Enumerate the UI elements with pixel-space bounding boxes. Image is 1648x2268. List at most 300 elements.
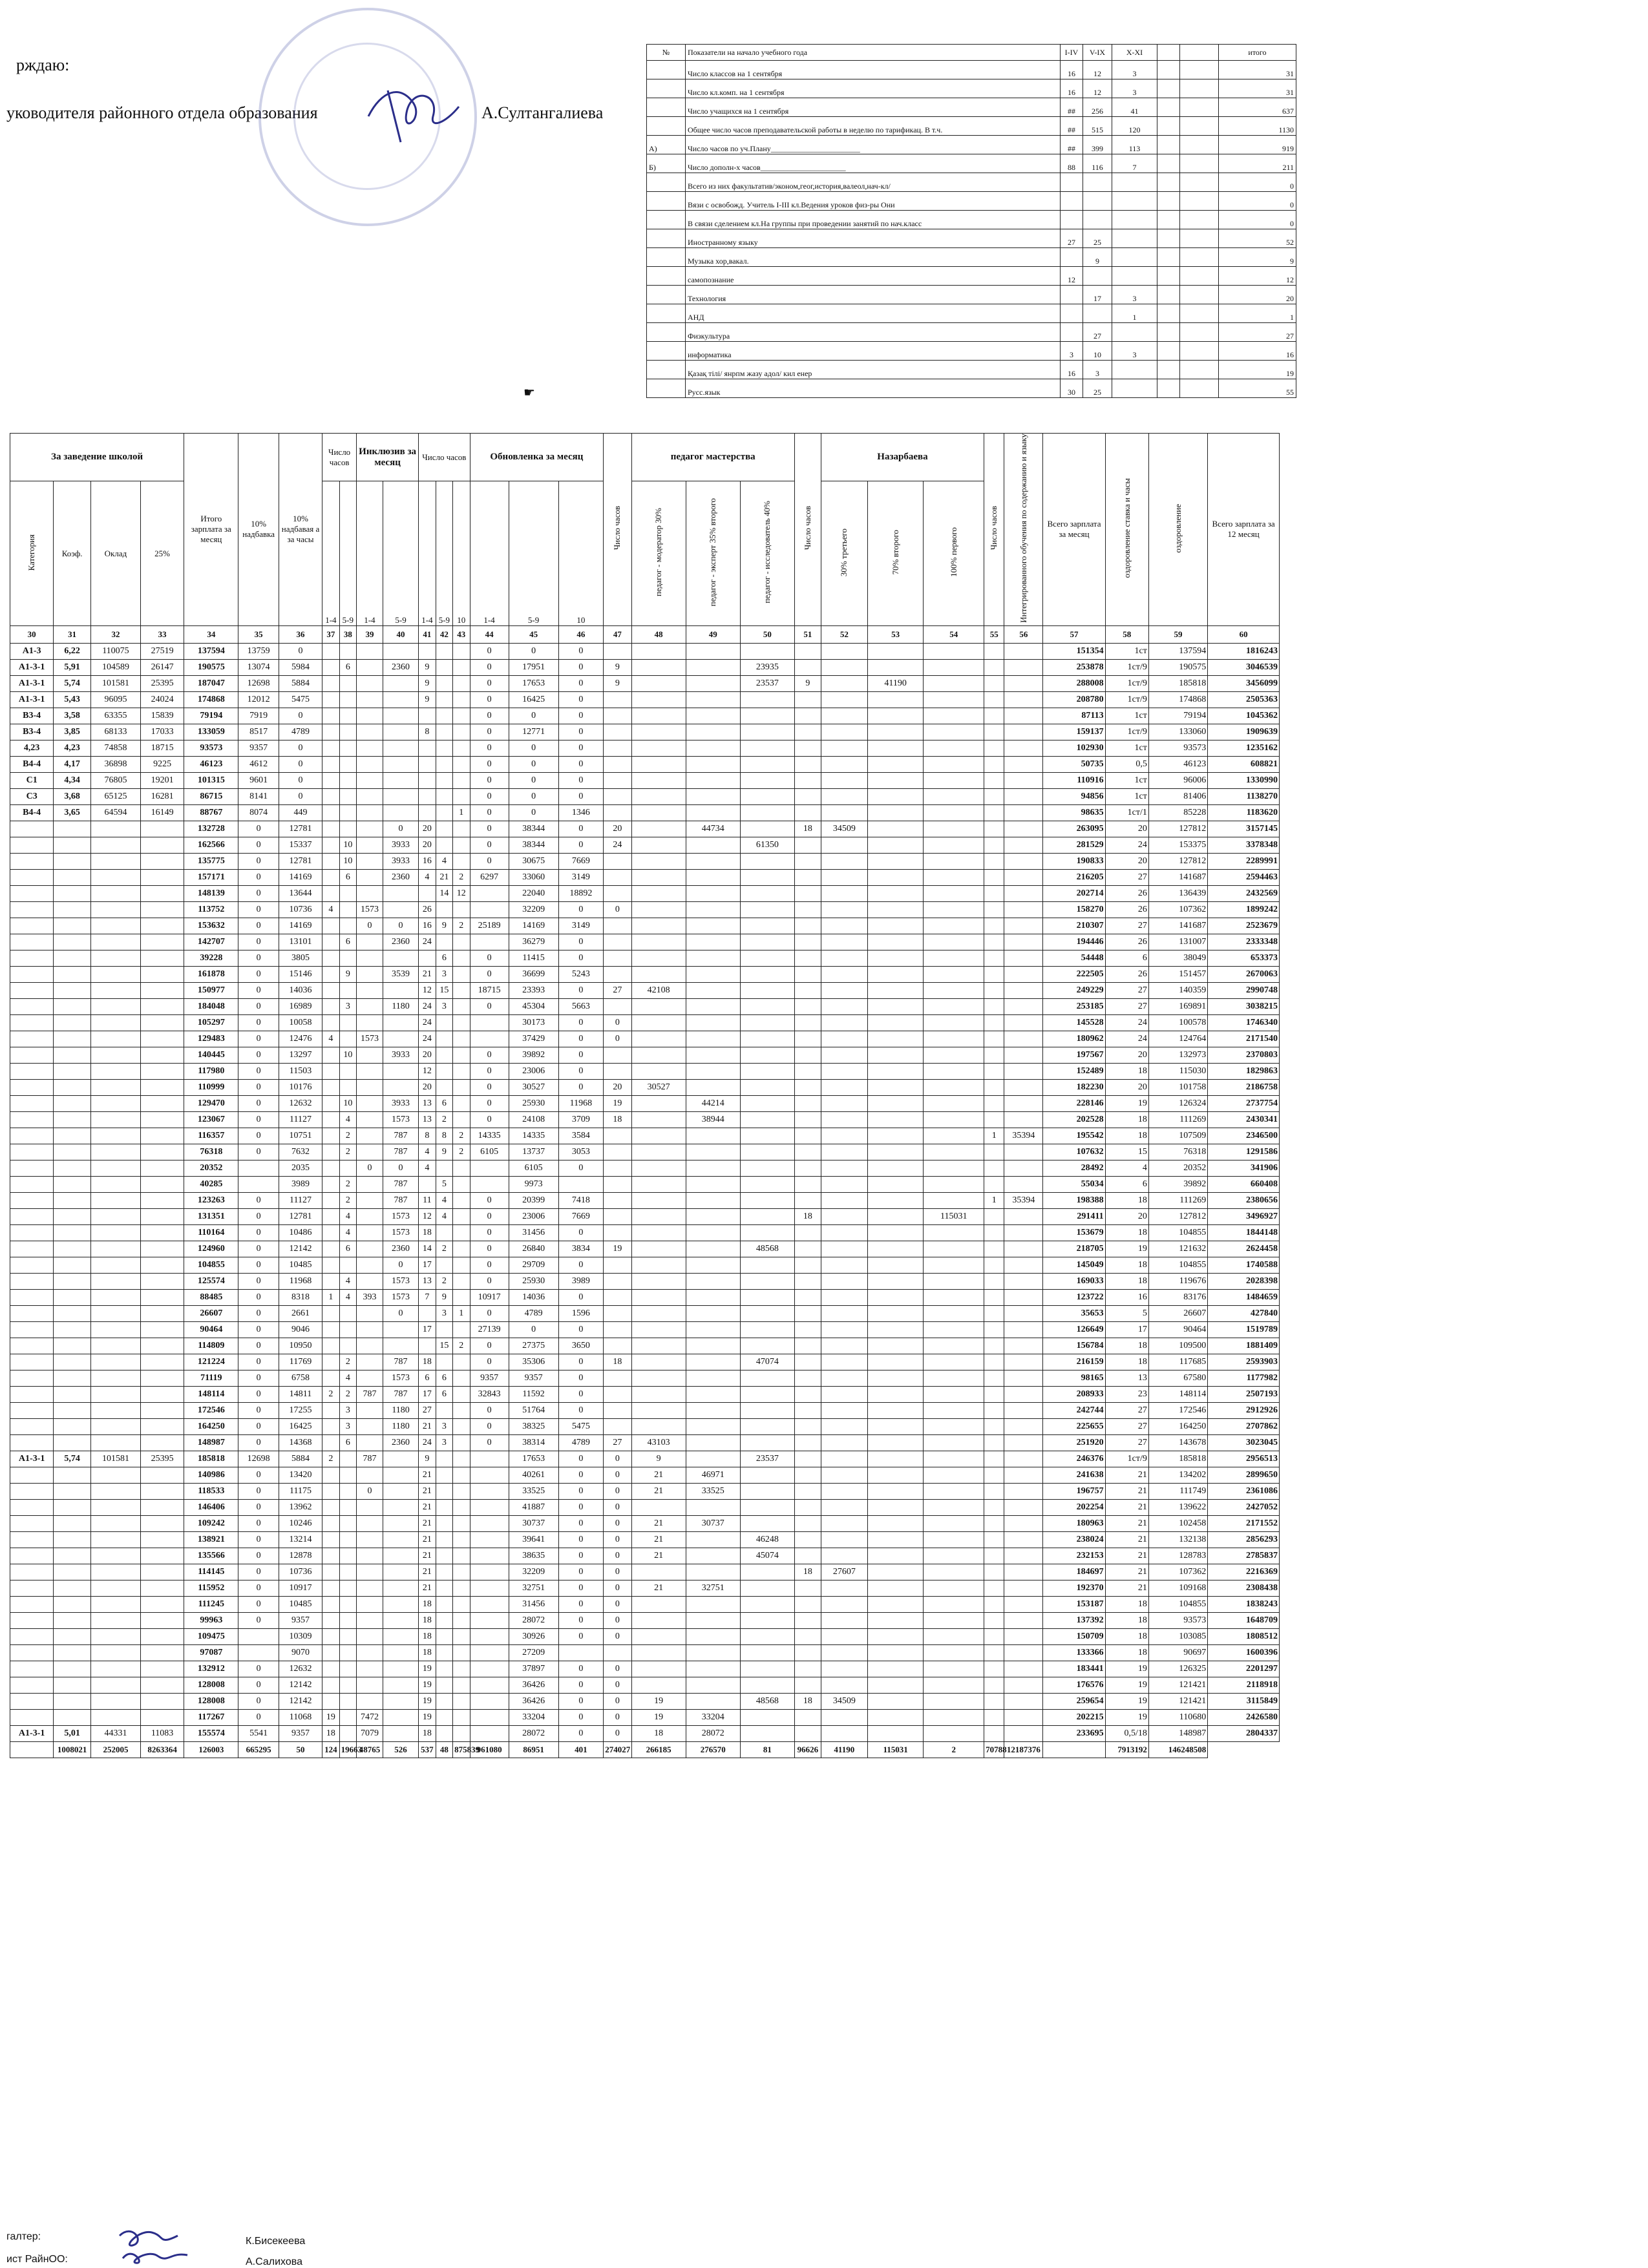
salary-cell: 19 <box>1105 1661 1148 1677</box>
salary-cell: 2361086 <box>1208 1483 1280 1499</box>
indicator-label: Вязи с освобожд. Учитель I-III кл.Ведения уроков физ-ры Они <box>686 192 1061 211</box>
salary-cell <box>1004 950 1043 966</box>
salary-cell: 233695 <box>1043 1725 1105 1741</box>
salary-cell: 0 <box>238 1224 279 1241</box>
salary-cell <box>90 869 140 885</box>
salary-cell <box>631 966 686 982</box>
salary-cell: 133366 <box>1043 1644 1105 1661</box>
salary-cell <box>436 1160 452 1176</box>
salary-cell: 4612 <box>238 756 279 772</box>
salary-cell <box>604 869 631 885</box>
indicator-empty-2 <box>1180 117 1219 136</box>
salary-cell <box>453 934 470 950</box>
salary-row <box>10 1354 1280 1370</box>
salary-cell <box>1004 1338 1043 1354</box>
salary-cell: 6 <box>436 950 452 966</box>
salary-cell: 21 <box>419 966 436 982</box>
salary-cell: 1177982 <box>1208 1370 1280 1386</box>
salary-cell: 10309 <box>279 1628 322 1644</box>
indicator-no <box>647 267 686 286</box>
salary-cell <box>470 1644 509 1661</box>
incl-5-9: 5-9 <box>383 481 418 625</box>
salary-cell: 0 <box>558 1612 604 1628</box>
salary-cell <box>140 1515 184 1531</box>
salary-cell: 148114 <box>1148 1386 1207 1402</box>
salary-row <box>10 1580 1280 1596</box>
salary-cell <box>10 869 54 885</box>
salary-cell <box>90 1224 140 1241</box>
salary-cell <box>419 740 436 756</box>
salary-cell <box>558 1644 604 1661</box>
salary-cell: 94856 <box>1043 788 1105 804</box>
salary-cell: 21 <box>1105 1499 1148 1515</box>
salary-cell: 17 <box>419 1257 436 1273</box>
salary-cell: 111269 <box>1148 1111 1207 1128</box>
salary-cell: 11769 <box>279 1354 322 1370</box>
salary-cell <box>357 885 383 901</box>
salary-cell <box>357 1434 383 1451</box>
salary-cell <box>1004 1483 1043 1499</box>
salary-cell: 3149 <box>558 918 604 934</box>
salary-cell: 133059 <box>184 724 238 740</box>
salary-cell: 19 <box>604 1095 631 1111</box>
salary-cell: 18 <box>1105 1063 1148 1079</box>
salary-cell: 24 <box>419 1434 436 1451</box>
column-number: 30 <box>10 625 54 643</box>
salary-cell: 251920 <box>1043 1434 1105 1451</box>
total-year-text: Всего зарплата за 12 месяц <box>1212 519 1275 540</box>
indicator-label: Общее число часов преподавательской работы в неделю по тарификац. В т.ч. <box>686 117 1061 136</box>
salary-cell <box>54 1515 91 1531</box>
salary-cell: 37897 <box>509 1661 558 1677</box>
salary-cell <box>794 869 821 885</box>
salary-row <box>10 982 1280 998</box>
indicator-1-4: ## <box>1061 117 1083 136</box>
salary-cell <box>924 1354 984 1370</box>
salary-cell <box>740 1160 794 1176</box>
salary-total-cell: 961080 <box>470 1741 509 1758</box>
salary-cell: 8517 <box>238 724 279 740</box>
salary-cell: 0,5/18 <box>1105 1725 1148 1741</box>
salary-cell <box>740 756 794 772</box>
salary-cell: В4-4 <box>10 756 54 772</box>
salary-cell <box>436 724 452 740</box>
salary-cell <box>383 804 418 821</box>
indicators-row <box>647 98 1296 117</box>
salary-cell <box>740 934 794 950</box>
salary-cell <box>984 837 1004 853</box>
salary-cell <box>821 1128 867 1144</box>
salary-cell: 0,5 <box>1105 756 1148 772</box>
indicator-1-4: ## <box>1061 136 1083 154</box>
salary-cell <box>383 788 418 804</box>
salary-cell <box>924 1160 984 1176</box>
salary-cell <box>604 691 631 708</box>
salary-cell <box>357 804 383 821</box>
salary-cell: 5,01 <box>54 1725 91 1741</box>
salary-cell: 0 <box>604 1564 631 1580</box>
salary-cell: 3709 <box>558 1111 604 1128</box>
indicator-label: Число часов по уч.Плану_______________________ <box>686 136 1061 154</box>
indicator-no <box>647 304 686 323</box>
salary-cell: 45304 <box>509 998 558 1014</box>
salary-cell <box>90 1014 140 1031</box>
salary-cell <box>453 691 470 708</box>
salary-cell <box>238 1628 279 1644</box>
salary-cell <box>140 1257 184 1273</box>
indicator-label: Музыка хор,вакал. <box>686 248 1061 267</box>
salary-cell <box>1004 1386 1043 1402</box>
salary-cell <box>794 1402 821 1418</box>
salary-cell: 87113 <box>1043 708 1105 724</box>
salary-cell <box>339 885 356 901</box>
salary-cell <box>357 1548 383 1564</box>
salary-cell <box>821 1354 867 1370</box>
salary-cell <box>453 998 470 1014</box>
salary-cell <box>10 1531 54 1548</box>
salary-cell: 0 <box>470 675 509 691</box>
salary-cell <box>453 643 470 659</box>
salary-cell: 1ст/1 <box>1105 804 1148 821</box>
salary-cell <box>794 1418 821 1434</box>
salary-cell <box>867 1548 924 1564</box>
salary-cell: 12771 <box>509 724 558 740</box>
salary-cell <box>436 659 452 675</box>
salary-cell: 13 <box>419 1273 436 1289</box>
salary-cell <box>867 1370 924 1386</box>
salary-cell <box>984 788 1004 804</box>
salary-cell <box>686 675 740 691</box>
salary-cell: 11968 <box>279 1273 322 1289</box>
salary-cell <box>984 821 1004 837</box>
salary-cell <box>140 1483 184 1499</box>
salary-cell: 88767 <box>184 804 238 821</box>
salary-cell: 0 <box>238 1515 279 1531</box>
salary-cell <box>140 1402 184 1418</box>
salary-cell: 138921 <box>184 1531 238 1548</box>
salary-cell <box>339 756 356 772</box>
salary-cell <box>322 1418 339 1434</box>
salary-cell <box>794 788 821 804</box>
salary-cell: 0 <box>238 918 279 934</box>
salary-cell <box>821 675 867 691</box>
salary-row <box>10 708 1280 724</box>
salary-cell: 2594463 <box>1208 869 1280 885</box>
salary-cell: 169891 <box>1148 998 1207 1014</box>
salary-cell: 22040 <box>509 885 558 901</box>
salary-cell <box>54 853 91 869</box>
salary-cell <box>10 853 54 869</box>
salary-cell: 0 <box>470 1192 509 1208</box>
salary-cell <box>322 1047 339 1063</box>
salary-cell: 141687 <box>1148 918 1207 934</box>
salary-cell: 125574 <box>184 1273 238 1289</box>
salary-cell <box>867 756 924 772</box>
salary-cell <box>821 1160 867 1176</box>
salary-cell: 0 <box>509 772 558 788</box>
salary-cell <box>794 1031 821 1047</box>
salary-cell: 16 <box>419 918 436 934</box>
indicator-empty-1 <box>1157 267 1180 286</box>
specialist-label: ист РайнОО: <box>6 2254 68 2265</box>
salary-cell: 0 <box>558 1709 604 1725</box>
salary-cell: 32751 <box>686 1580 740 1596</box>
salary-cell <box>383 1548 418 1564</box>
salary-cell <box>357 1418 383 1434</box>
salary-cell: 115031 <box>924 1208 984 1224</box>
salary-cell: 21 <box>419 1467 436 1483</box>
salary-cell <box>322 1580 339 1596</box>
salary-cell <box>10 1483 54 1499</box>
salary-cell: 9 <box>419 1451 436 1467</box>
salary-cell: 1235162 <box>1208 740 1280 756</box>
salary-cell <box>140 1628 184 1644</box>
f100-text: 100% первого <box>948 527 958 578</box>
salary-cell <box>867 804 924 821</box>
salary-cell <box>867 853 924 869</box>
salary-cell <box>10 1176 54 1192</box>
salary-cell <box>470 1483 509 1499</box>
salary-cell <box>470 1661 509 1677</box>
salary-cell: 123263 <box>184 1192 238 1208</box>
salary-cell: 0 <box>604 1661 631 1677</box>
salary-cell <box>10 1224 54 1241</box>
indicator-1-4: 16 <box>1061 79 1083 98</box>
salary-cell <box>794 1128 821 1144</box>
salary-cell <box>90 1047 140 1063</box>
salary-cell: 3456099 <box>1208 675 1280 691</box>
salary-cell <box>740 1483 794 1499</box>
salary-cell <box>740 1257 794 1273</box>
salary-cell: 101581 <box>90 1451 140 1467</box>
salary-cell <box>821 1467 867 1483</box>
salary-cell: 34509 <box>821 1693 867 1709</box>
salary-cell <box>357 1305 383 1321</box>
salary-cell: 30173 <box>509 1014 558 1031</box>
salary-cell <box>686 1208 740 1224</box>
salary-cell <box>821 1208 867 1224</box>
salary-total-cell: 7913192 <box>1105 1741 1148 1758</box>
salary-cell <box>867 1111 924 1128</box>
salary-cell <box>686 1160 740 1176</box>
salary-cell <box>740 1596 794 1612</box>
salary-cell: 2289991 <box>1208 853 1280 869</box>
salary-cell: 107362 <box>1148 1564 1207 1580</box>
indicator-10-11 <box>1112 173 1157 192</box>
salary-cell: 44214 <box>686 1095 740 1111</box>
salary-cell: 115030 <box>1148 1063 1207 1079</box>
salary-row <box>10 1241 1280 1257</box>
salary-cell: 0 <box>238 821 279 837</box>
salary-cell <box>686 982 740 998</box>
salary-row <box>10 1451 1280 1467</box>
salary-cell: 18715 <box>140 740 184 756</box>
salary-cell: 0 <box>509 788 558 804</box>
salary-cell: 0 <box>509 708 558 724</box>
salary-cell: 2380656 <box>1208 1192 1280 1208</box>
indicator-empty-1 <box>1157 342 1180 361</box>
salary-cell <box>604 885 631 901</box>
salary-cell <box>740 1031 794 1047</box>
salary-cell: 39228 <box>184 950 238 966</box>
salary-cell: 25930 <box>509 1273 558 1289</box>
salary-cell <box>322 1305 339 1321</box>
salary-row <box>10 1467 1280 1483</box>
salary-cell: 1ст/9 <box>1105 724 1148 740</box>
salary-cell: 0 <box>470 1241 509 1257</box>
salary-cell <box>383 950 418 966</box>
salary-cell: 33525 <box>509 1483 558 1499</box>
salary-cell: 24 <box>419 1014 436 1031</box>
salary-cell: 1740588 <box>1208 1257 1280 1273</box>
salary-cell <box>821 950 867 966</box>
salary-cell: 2216369 <box>1208 1564 1280 1580</box>
salary-cell <box>794 1644 821 1661</box>
salary-cell <box>339 740 356 756</box>
salary-cell: 253185 <box>1043 998 1105 1014</box>
salary-cell: 13737 <box>509 1144 558 1160</box>
salary-cell <box>984 675 1004 691</box>
salary-cell <box>924 918 984 934</box>
salary-cell: 6105 <box>470 1144 509 1160</box>
salary-cell <box>924 1515 984 1531</box>
salary-cell: 30737 <box>509 1515 558 1531</box>
salary-cell <box>794 998 821 1014</box>
salary-cell: 1183620 <box>1208 804 1280 821</box>
salary-cell: 0 <box>238 1321 279 1338</box>
salary-cell <box>794 1289 821 1305</box>
salary-cell: 242744 <box>1043 1402 1105 1418</box>
salary-cell: 23393 <box>509 982 558 998</box>
salary-cell: 113752 <box>184 901 238 918</box>
salary-cell <box>984 1434 1004 1451</box>
salary-cell: 16281 <box>140 788 184 804</box>
salary-cell: 121632 <box>1148 1241 1207 1257</box>
salary-cell: 1ст <box>1105 740 1148 756</box>
salary-cell: 0 <box>470 804 509 821</box>
salary-cell: 18 <box>1105 1257 1148 1273</box>
column-number: 60 <box>1208 625 1280 643</box>
salary-cell <box>470 1628 509 1644</box>
salary-cell <box>604 724 631 740</box>
salary-cell: 10176 <box>279 1079 322 1095</box>
salary-cell: 123722 <box>1043 1289 1105 1305</box>
salary-cell <box>10 1289 54 1305</box>
salary-cell: 0 <box>558 1402 604 1418</box>
salary-cell: 26 <box>1105 901 1148 918</box>
salary-cell <box>357 1144 383 1160</box>
salary-cell: 185818 <box>1148 1451 1207 1467</box>
salary-cell: 2785837 <box>1208 1548 1280 1564</box>
indicator-10-11: 1 <box>1112 304 1157 323</box>
salary-cell: 6 <box>1105 950 1148 966</box>
salary-cell <box>867 1564 924 1580</box>
salary-cell: 11068 <box>279 1709 322 1725</box>
salary-cell: В4-4 <box>10 804 54 821</box>
salary-cell <box>453 1644 470 1661</box>
salary-total-cell: 41190 <box>821 1741 867 1758</box>
salary-cell <box>90 1402 140 1418</box>
salary-cell <box>631 1644 686 1661</box>
salary-cell: 16149 <box>140 804 184 821</box>
salary-cell <box>924 998 984 1014</box>
salary-cell: 115952 <box>184 1580 238 1596</box>
salary-cell: 24 <box>604 837 631 853</box>
salary-cell: 2201297 <box>1208 1661 1280 1677</box>
salary-cell <box>740 1628 794 1644</box>
salary-cell: 15337 <box>279 837 322 853</box>
salary-cell: 139622 <box>1148 1499 1207 1515</box>
salary-cell: 15839 <box>140 708 184 724</box>
salary-cell: 1ст <box>1105 772 1148 788</box>
salary-cell: 11175 <box>279 1483 322 1499</box>
salary-cell: 23 <box>1105 1386 1148 1402</box>
salary-cell: 3805 <box>279 950 322 966</box>
salary-total-cell: 115031 <box>867 1741 924 1758</box>
salary-cell <box>419 756 436 772</box>
hours2-1-4: 1-4 <box>419 481 436 625</box>
salary-row <box>10 1031 1280 1047</box>
salary-cell <box>339 1580 356 1596</box>
salary-cell: 100578 <box>1148 1014 1207 1031</box>
salary-cell: 21 <box>1105 1548 1148 1564</box>
salary-cell <box>984 1257 1004 1273</box>
salary-cell <box>453 837 470 853</box>
salary-cell <box>984 982 1004 998</box>
salary-cell: 0 <box>238 1661 279 1677</box>
indicator-label: АНД <box>686 304 1061 323</box>
salary-cell: 2990748 <box>1208 982 1280 998</box>
indicator-empty-2 <box>1180 173 1219 192</box>
salary-cell: 4 <box>436 1208 452 1224</box>
salary-cell: 9 <box>419 691 436 708</box>
salary-cell: 18 <box>1105 1596 1148 1612</box>
salary-cell <box>631 1160 686 1176</box>
salary-cell: 787 <box>383 1192 418 1208</box>
salary-cell <box>322 740 339 756</box>
salary-cell: 24 <box>419 934 436 950</box>
indicators-row <box>647 248 1296 267</box>
column-number: 31 <box>54 625 91 643</box>
salary-cell <box>867 1402 924 1418</box>
salary-cell <box>924 1047 984 1063</box>
salary-row <box>10 1548 1280 1564</box>
salary-cell: 253878 <box>1043 659 1105 675</box>
column-number: 44 <box>470 625 509 643</box>
column-number: 41 <box>419 625 436 643</box>
salary-cell: 3,85 <box>54 724 91 740</box>
salary-cell <box>90 1580 140 1596</box>
salary-cell <box>794 1063 821 1079</box>
salary-cell: 393 <box>357 1289 383 1305</box>
salary-cell <box>794 1241 821 1257</box>
salary-cell: 7079 <box>357 1725 383 1741</box>
salary-cell <box>604 1386 631 1402</box>
salary-cell <box>436 1612 452 1628</box>
salary-cell: 10736 <box>279 1564 322 1580</box>
salary-total-cell: 252005 <box>90 1741 140 1758</box>
salary-cell <box>794 1305 821 1321</box>
salary-row <box>10 901 1280 918</box>
indicator-1-4: 3 <box>1061 342 1083 361</box>
salary-cell: 2737754 <box>1208 1095 1280 1111</box>
salary-cell: 33060 <box>509 869 558 885</box>
salary-cell <box>867 643 924 659</box>
salary-cell <box>1004 1305 1043 1321</box>
salary-cell <box>10 1305 54 1321</box>
salary-cell: 0 <box>238 1531 279 1548</box>
salary-cell <box>322 1014 339 1031</box>
